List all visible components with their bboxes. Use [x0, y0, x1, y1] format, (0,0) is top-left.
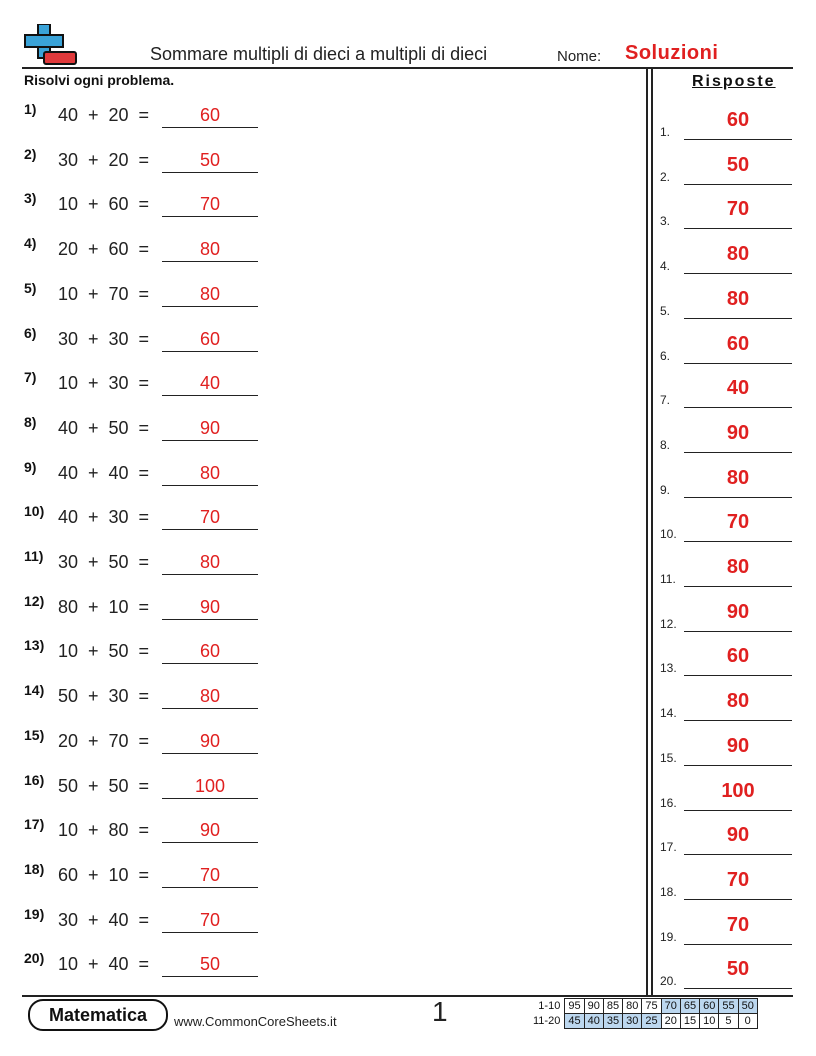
score-cell: 0: [738, 1014, 757, 1029]
problem-expression: 50 + 50 =: [58, 775, 150, 796]
problem-expression: 20 + 70 =: [58, 730, 150, 751]
problem-answer: 70: [199, 194, 221, 215]
answer-value: 50: [726, 153, 750, 176]
answer-row: [660, 369, 795, 409]
answer-blank: [162, 887, 258, 888]
answer-value: 60: [726, 109, 750, 131]
answer-row: [660, 548, 795, 588]
problem-number: 16): [24, 771, 45, 788]
answer-row: [660, 190, 795, 230]
name-label: Nome:: [557, 48, 602, 65]
answer-blank: [162, 574, 258, 575]
problem-expression: 10 + 40 =: [58, 954, 150, 975]
answer-value: 50: [726, 958, 750, 981]
answer-line: [684, 631, 792, 632]
problem-row: [0, 235, 270, 265]
score-cell: 30: [623, 1014, 642, 1029]
problem-row: [0, 414, 270, 444]
problem-answer: 60: [199, 641, 221, 662]
answer-line: [684, 899, 792, 900]
problem-expression: 40 + 50 =: [58, 417, 150, 438]
score-cell: 10: [700, 1014, 719, 1029]
answer-row: [660, 325, 795, 365]
problem-number: 2): [24, 145, 37, 162]
answer-blank: [162, 485, 258, 486]
answer-blank: [162, 663, 258, 664]
problem-expression: 20 + 60 =: [58, 239, 150, 260]
score-cell: 80: [623, 999, 642, 1014]
score-cell: 75: [642, 999, 661, 1014]
score-cell: 25: [642, 1014, 661, 1029]
problem-answer: 90: [199, 730, 221, 751]
plus-minus-icon: [22, 24, 78, 68]
problem-row: [0, 772, 270, 802]
problem-answer: 90: [199, 417, 221, 438]
problem-answer: 50: [199, 954, 221, 975]
score-cell: 65: [680, 999, 699, 1014]
answer-number: 16.: [660, 795, 677, 810]
score-cell: 35: [603, 1014, 622, 1029]
problem-answer: 70: [199, 909, 221, 930]
answer-row: [660, 950, 795, 990]
answer-row: [660, 861, 795, 901]
answer-line: [684, 363, 792, 364]
instructions: Risolvi ogni problema.: [24, 72, 175, 88]
problem-row: [0, 682, 270, 712]
problem-answer: 80: [199, 552, 221, 572]
answer-blank: [162, 708, 258, 709]
answer-value: 80: [726, 243, 750, 266]
answer-line: [684, 228, 792, 229]
problem-answer: 70: [199, 507, 221, 528]
answer-row: [660, 235, 795, 275]
problem-answer: 80: [199, 283, 221, 304]
answer-blank: [162, 172, 258, 173]
answer-blank: [162, 261, 258, 262]
score-cell: 40: [584, 1014, 603, 1029]
answer-line: [684, 988, 792, 989]
score-cell: 70: [661, 999, 680, 1014]
problem-number: 5): [24, 279, 37, 296]
score-cell: 55: [719, 999, 738, 1014]
problem-number: 4): [24, 235, 37, 252]
problem-number: 13): [24, 637, 45, 654]
score-cell: 45: [565, 1014, 584, 1029]
answer-value: 40: [726, 377, 750, 400]
answer-line: [684, 318, 792, 319]
answer-number: 4.: [660, 259, 671, 274]
answer-value: 60: [726, 332, 750, 355]
problem-number: 12): [24, 592, 45, 609]
problem-expression: 30 + 20 =: [58, 149, 150, 170]
answer-number: 3.: [660, 214, 671, 229]
answer-number: 2.: [660, 169, 671, 184]
score-cell: 5: [719, 1014, 738, 1029]
page-number: 1: [432, 996, 448, 1027]
problem-answer: 40: [199, 373, 221, 394]
problem-expression: 40 + 30 =: [58, 507, 150, 528]
answer-number: 12.: [660, 616, 677, 631]
answer-blank: [162, 127, 258, 128]
problem-number: 17): [24, 816, 45, 833]
worksheet-title: Sommare multipli di dieci a multipli di dieci: [150, 44, 488, 64]
problem-answer: 60: [199, 328, 221, 349]
answer-row: [660, 816, 795, 856]
problem-row: [0, 950, 270, 980]
score-cell: 15: [680, 1014, 699, 1029]
problem-expression: 10 + 60 =: [58, 194, 150, 215]
answers-heading: Risposte: [692, 73, 776, 90]
problem-answer: 100: [194, 775, 226, 796]
answer-value: 80: [726, 466, 750, 489]
answer-line: [684, 720, 792, 721]
answer-row: [660, 503, 795, 543]
problem-row: [0, 906, 270, 936]
answer-line: [684, 139, 792, 140]
answer-value: 90: [726, 600, 750, 623]
answer-value: 80: [726, 287, 750, 310]
answer-value: 90: [726, 734, 750, 757]
answer-blank: [162, 440, 258, 441]
answer-value: 70: [726, 198, 750, 221]
problem-expression: 10 + 30 =: [58, 373, 150, 394]
score-cell: 85: [603, 999, 622, 1014]
problem-answer: 80: [199, 686, 221, 707]
problem-row: [0, 816, 270, 846]
answer-line: [684, 765, 792, 766]
answer-number: 19.: [660, 929, 677, 944]
problem-answer: 90: [199, 596, 221, 617]
problem-expression: 10 + 50 =: [58, 641, 150, 662]
answer-blank: [162, 351, 258, 352]
problem-expression: 30 + 50 =: [58, 552, 150, 572]
answer-row: [660, 772, 795, 812]
score-row: [530, 999, 757, 1014]
footer-divider: [22, 995, 793, 997]
problem-row: [0, 101, 270, 131]
answer-line: [684, 273, 792, 274]
score-table: [530, 998, 758, 1029]
answer-number: 7.: [660, 393, 671, 408]
answer-number: 10.: [660, 527, 677, 542]
answer-blank: [162, 619, 258, 620]
problem-expression: 30 + 40 =: [58, 909, 150, 930]
answer-row: [660, 459, 795, 499]
answer-value: 90: [726, 421, 750, 444]
problem-answer: 90: [199, 820, 221, 841]
problem-expression: 50 + 30 =: [58, 686, 150, 707]
answer-row: [660, 727, 795, 767]
answer-value: 80: [726, 690, 750, 713]
problem-number: 20): [24, 950, 45, 967]
answer-blank: [162, 216, 258, 217]
problem-row: [0, 548, 270, 578]
answer-line: [684, 541, 792, 542]
score-range: 1-10: [538, 1000, 561, 1012]
answer-number: 11.: [660, 572, 676, 586]
answer-number: 14.: [660, 706, 677, 721]
answer-blank: [162, 529, 258, 530]
problem-expression: 80 + 10 =: [58, 596, 150, 617]
score-range: 11-20: [533, 1015, 561, 1027]
problem-number: 6): [24, 324, 37, 341]
subject-badge: Matematica: [28, 999, 168, 1031]
answer-value: 70: [726, 511, 750, 534]
answer-number: 5.: [660, 303, 671, 318]
header-divider: [22, 67, 793, 69]
answer-line: [684, 675, 792, 676]
problem-expression: 40 + 40 =: [58, 462, 150, 483]
problem-row: [0, 190, 270, 220]
score-cell: 50: [738, 999, 757, 1014]
answer-blank: [162, 976, 258, 977]
answer-blank: [162, 395, 258, 396]
answer-blank: [162, 798, 258, 799]
column-divider-right: [651, 68, 653, 996]
problem-number: 3): [24, 190, 37, 207]
name-value: Soluzioni: [625, 42, 719, 64]
answer-number: 6.: [660, 348, 671, 363]
problem-row: [0, 146, 270, 176]
answer-blank: [162, 932, 258, 933]
answer-number: 9.: [660, 482, 671, 497]
answer-value: 80: [726, 556, 750, 578]
answer-row: [660, 414, 795, 454]
problem-expression: 10 + 70 =: [58, 283, 150, 304]
answer-line: [684, 497, 792, 498]
answer-value: 60: [726, 645, 750, 668]
answer-blank: [162, 306, 258, 307]
answer-row: [660, 906, 795, 946]
answer-value: 90: [726, 824, 750, 847]
problem-row: [0, 637, 270, 667]
problem-row: [0, 861, 270, 891]
site-url: www.CommonCoreSheets.it: [174, 1014, 337, 1029]
problem-number: 7): [24, 369, 37, 386]
problem-row: [0, 369, 270, 399]
problem-number: 9): [24, 458, 37, 475]
answer-number: 1.: [660, 125, 671, 139]
problem-row: [0, 459, 270, 489]
answer-row: [660, 101, 795, 141]
problem-expression: 40 + 20 =: [58, 105, 150, 125]
problem-number: 19): [24, 905, 45, 922]
problem-number: 10): [24, 503, 45, 520]
problem-answer: 80: [199, 239, 221, 260]
score-row: [530, 1014, 757, 1029]
problem-number: 18): [24, 860, 45, 877]
answer-value: 70: [726, 913, 750, 936]
answer-blank: [162, 753, 258, 754]
answer-number: 20.: [660, 974, 677, 989]
problem-expression: 10 + 80 =: [58, 820, 150, 841]
problem-number: 15): [24, 726, 45, 743]
problem-answer: 50: [199, 149, 221, 170]
answer-line: [684, 184, 792, 185]
answer-row: [660, 593, 795, 633]
answer-value: 70: [726, 868, 750, 891]
problem-row: [0, 503, 270, 533]
problem-row: [0, 280, 270, 310]
answer-number: 13.: [660, 661, 677, 676]
score-cell: 20: [661, 1014, 680, 1029]
column-divider-left: [646, 68, 648, 996]
answer-line: [684, 810, 792, 811]
score-cell: 60: [700, 999, 719, 1014]
answer-line: [684, 586, 792, 587]
answer-blank: [162, 842, 258, 843]
answer-number: 18.: [660, 884, 677, 899]
problem-number: 14): [24, 682, 45, 699]
problem-row: [0, 593, 270, 623]
problem-row: [0, 727, 270, 757]
problem-number: 11): [24, 548, 44, 564]
problem-expression: 30 + 30 =: [58, 328, 150, 349]
answer-number: 15.: [660, 750, 677, 765]
problem-answer: 70: [199, 864, 221, 885]
answer-line: [684, 452, 792, 453]
problem-answer: 80: [199, 462, 221, 483]
answer-row: [660, 280, 795, 320]
score-cell: 90: [584, 999, 603, 1014]
problem-number: 8): [24, 413, 37, 430]
answer-row: [660, 146, 795, 186]
problem-number: 1): [24, 101, 37, 117]
answer-row: [660, 637, 795, 677]
score-cell: 95: [565, 999, 584, 1014]
answer-value: 100: [721, 779, 755, 802]
problem-answer: 60: [199, 105, 221, 125]
answer-line: [684, 944, 792, 945]
answer-line: [684, 854, 792, 855]
problem-expression: 60 + 10 =: [58, 864, 150, 885]
answer-row: [660, 682, 795, 722]
answer-number: 17.: [660, 840, 677, 855]
answer-line: [684, 407, 792, 408]
answer-number: 8.: [660, 437, 671, 452]
problem-row: [0, 325, 270, 355]
